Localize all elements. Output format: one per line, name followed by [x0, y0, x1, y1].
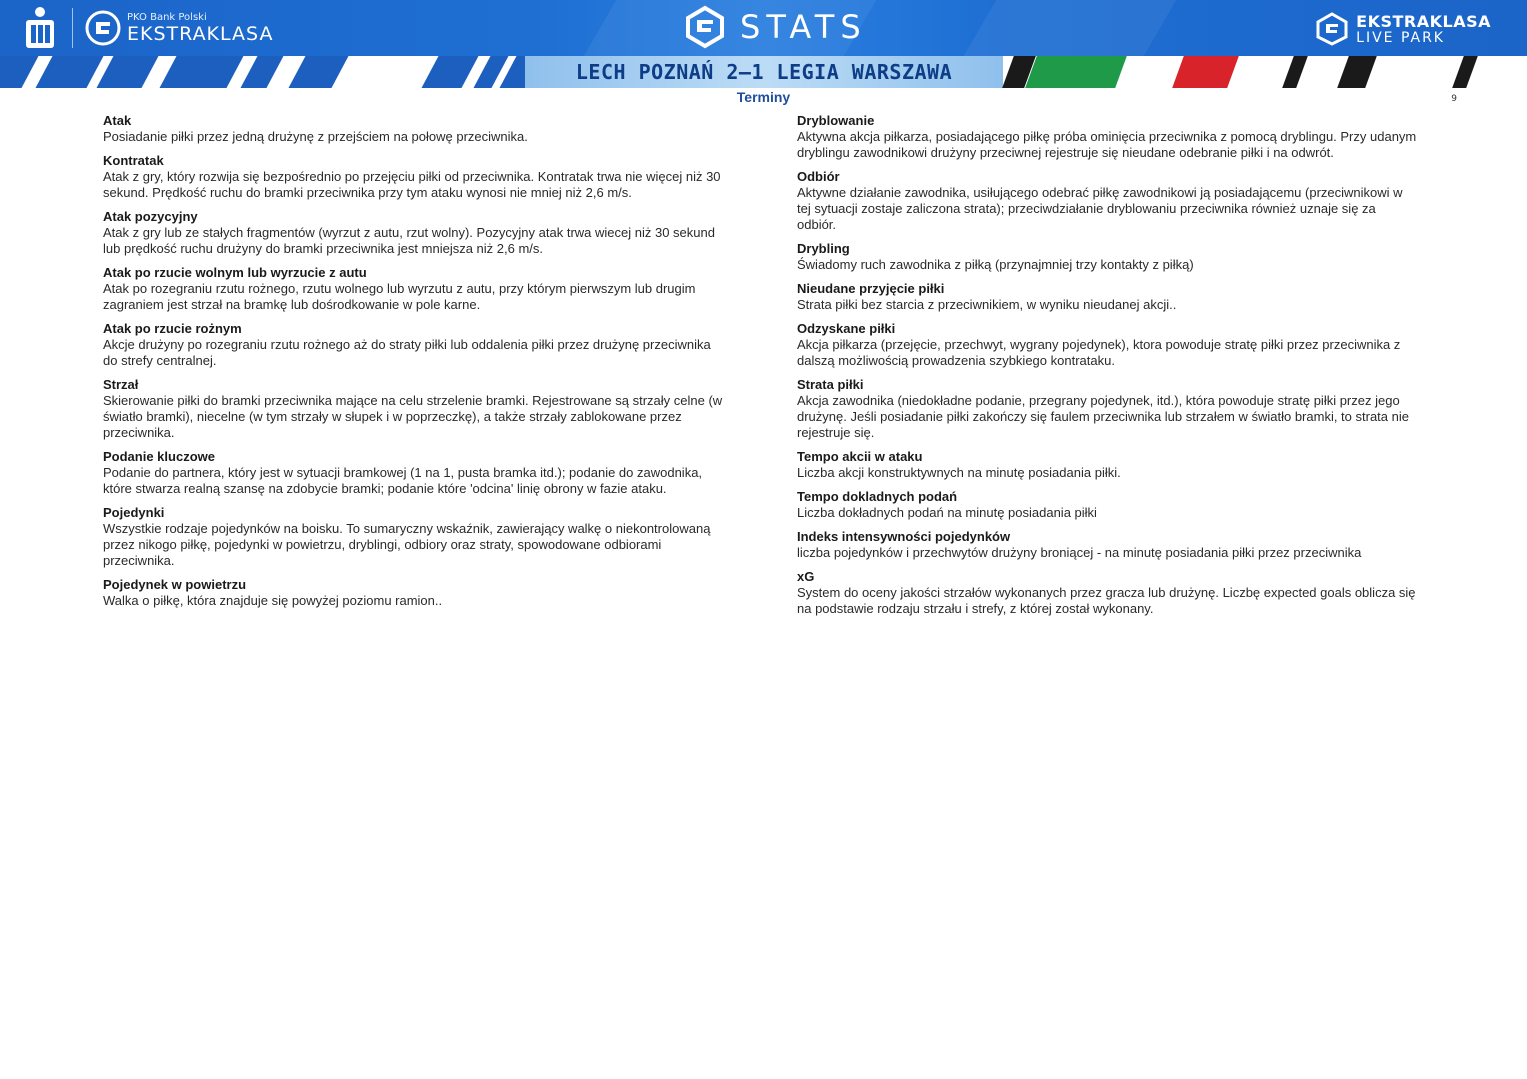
- logo-divider: [72, 8, 73, 48]
- league-name: EKSTRAKLASA: [127, 22, 274, 45]
- term-item: [103, 449, 728, 497]
- term-definition: Skierowanie piłki do bramki przeciwnika mające na celu strzelenie bramki. Rejestrowane są strzały celne (w światło bramki), niecelne (w tym strzały w słupek i w poprzeczkę), a także strzały zablokowane przez przeciwnika.: [103, 393, 723, 440]
- top-header: [0, 0, 1527, 56]
- term-item: [797, 569, 1417, 617]
- term-item: [797, 169, 1417, 233]
- term-name: Atak po rzucie wolnym lub wyrzucie z autu: [103, 265, 367, 280]
- pko-bank-logo-icon: [20, 6, 60, 50]
- term-definition: Akcje drużyny po rozegraniu rzutu rożnego aż do straty piłki lub oddalenia piłki przez drużynę przeciwnika do strefy centralnej.: [103, 337, 711, 368]
- term-definition: Podanie do partnera, który jest w sytuacji bramkowej (1 na 1, pusta bramka itd.); podanie do zawodnika, które stwarza realną szansę na zdobycie bramki; podanie które 'odcina' linię obrony w fazie ataku.: [103, 465, 703, 496]
- sponsor-name: PKO Bank Polski: [127, 11, 207, 23]
- term-item: [103, 577, 728, 609]
- terms-column-left: [103, 113, 728, 617]
- term-definition: Aktywna akcja piłkarza, posiadającego piłkę próba ominięcia przeciwnika z pomocą dryblingu. Przy udanym dryblingu zawodnikowi drużyny przeciwnej rejestruje się nieudane odebranie piłki i na odwrót.: [797, 129, 1417, 160]
- term-name: Atak po rzucie rożnym: [103, 321, 242, 336]
- ekstraklasa-shield-icon: [85, 9, 121, 47]
- term-item: [797, 241, 1417, 273]
- term-name: Pojedynki: [103, 505, 165, 520]
- term-name: Odzyskane piłki: [797, 321, 896, 336]
- term-definition: liczba pojedynków i przechwytów drużyny broniącej - na minutę posiadania piłki przez przeciwnika: [797, 545, 1362, 560]
- term-name: Tempo akcii w ataku: [797, 449, 923, 464]
- term-item: [103, 265, 728, 313]
- term-definition: Atak po rozegraniu rzutu rożnego, rzutu wolnego lub wyrzutu z autu, przy którym pierwszym lub drugim zagraniem jest strzał na bramkę lub dośrodkowanie w pole karne.: [103, 281, 696, 312]
- term-item: [797, 449, 1417, 481]
- term-name: Nieudane przyjęcie piłki: [797, 281, 945, 296]
- term-name: Indeks intensywności pojedynków: [797, 529, 1011, 544]
- term-item: [103, 321, 728, 369]
- sponsor-logo: [20, 6, 273, 50]
- livepark-logo: [1316, 12, 1491, 46]
- stats-title: STATS: [740, 8, 867, 46]
- term-name: Kontratak: [103, 153, 164, 168]
- term-item: [797, 489, 1417, 521]
- term-definition: Walka o piłkę, która znajduje się powyżej poziomu ramion..: [103, 593, 443, 608]
- livepark-top-text: EKSTRAKLASA: [1356, 11, 1491, 31]
- term-item: [103, 377, 728, 441]
- term-name: Strzał: [103, 377, 139, 392]
- term-name: Atak: [103, 113, 132, 128]
- term-item: [797, 321, 1417, 369]
- term-definition: Strata piłki bez starcia z przeciwnikiem, w wyniku nieudanej akcji..: [797, 297, 1177, 312]
- term-name: Pojedynek w powietrzu: [103, 577, 247, 592]
- stats-brand: [684, 6, 867, 48]
- term-item: [103, 153, 728, 201]
- term-name: Odbiór: [797, 169, 840, 184]
- term-definition: Aktywne działanie zawodnika, usiłującego odebrać piłkę zawodnikowi ją posiadającemu (przeciwnikowi w tej sytuacji zostaje zaliczona strata); przeciwdziałanie dryblowaniu przeciwnika również uznaje się za odbiór.: [797, 185, 1403, 232]
- term-name: Atak pozycyjny: [103, 209, 198, 224]
- term-definition: Świadomy ruch zawodnika z piłką (przynajmniej trzy kontakty z piłką): [797, 257, 1194, 272]
- term-name: Dryblowanie: [797, 113, 875, 128]
- terms-column-right: [797, 113, 1417, 625]
- term-definition: Posiadanie piłki przez jedną drużynę z przejściem na połowę przeciwnika.: [103, 129, 528, 144]
- section-title: Terminy: [736, 89, 791, 105]
- livepark-bottom-text: LIVE PARK: [1356, 29, 1445, 46]
- term-definition: Liczba akcji konstruktywnych na minutę posiadania piłki.: [797, 465, 1121, 480]
- livepark-shield-icon: [1316, 12, 1348, 46]
- term-definition: Akcja piłkarza (przejęcie, przechwyt, wygrany pojedynek), ktora powoduje stratę piłki przez przeciwnika z dalszą możliwością prowadzenia szybkiego kontrataku.: [797, 337, 1401, 368]
- page-number: 9: [1451, 94, 1457, 104]
- home-team-stripes: [0, 56, 525, 88]
- term-name: Podanie kluczowe: [103, 449, 215, 464]
- term-name: xG: [797, 569, 815, 584]
- term-item: [103, 505, 728, 569]
- term-item: [103, 113, 728, 145]
- term-definition: Akcja zawodnika (niedokładne podanie, przegrany pojedynek, itd.), która powoduje stratę piłki przez jego drużynę. Jeśli posiadanie piłki zakończy się faulem przeciwnika lub strzałem w światło bramki, to strata nie rejestruje się.: [797, 393, 1409, 440]
- term-definition: Atak z gry, który rozwija się bezpośrednio po przejęciu piłki od przeciwnika. Kontratak trwa nie więcej niż 30 sekund. Prędkość ruchu do bramki przeciwnika przy tym ataku wynosi nie mniej niż 2,6 m/s.: [103, 169, 721, 200]
- header-stripe: [964, 0, 1176, 56]
- term-item: [797, 377, 1417, 441]
- term-item: [103, 209, 728, 257]
- term-definition: Atak z gry lub ze stałych fragmentów (wyrzut z autu, rzut wolny). Pozycyjny atak trwa wiecej niż 30 sekund lub prędkość ruchu drużyny do bramki przeciwnika jest mniejsza niż 2,6 m/s.: [103, 225, 715, 256]
- term-definition: Wszystkie rodzaje pojedynków na boisku. To sumaryczny wskaźnik, zawierający walkę o niekontrolowaną przez nikogo piłkę, pojedynki w powietrzu, dryblingi, odbiory oraz straty, spowodowane odbiorami przeciwnika.: [103, 521, 711, 568]
- match-title: LECH POZNAŃ 2–1 LEGIA WARSZAWA: [575, 60, 953, 84]
- stats-shield-icon: [684, 6, 726, 48]
- term-item: [797, 113, 1417, 161]
- term-item: [797, 529, 1417, 561]
- term-name: Tempo dokladnych podań: [797, 489, 958, 504]
- term-definition: Liczba dokładnych podań na minutę posiadania piłki: [797, 505, 1097, 520]
- term-name: Drybling: [797, 241, 850, 256]
- term-definition: System do oceny jakości strzałów wykonanych przez gracza lub drużynę. Liczbę expected goals oblicza się na podstawie rodzaju strzału i strefy, z której został wykonany.: [797, 585, 1416, 616]
- away-team-stripes: [1003, 56, 1527, 88]
- term-item: [797, 281, 1417, 313]
- term-name: Strata piłki: [797, 377, 864, 392]
